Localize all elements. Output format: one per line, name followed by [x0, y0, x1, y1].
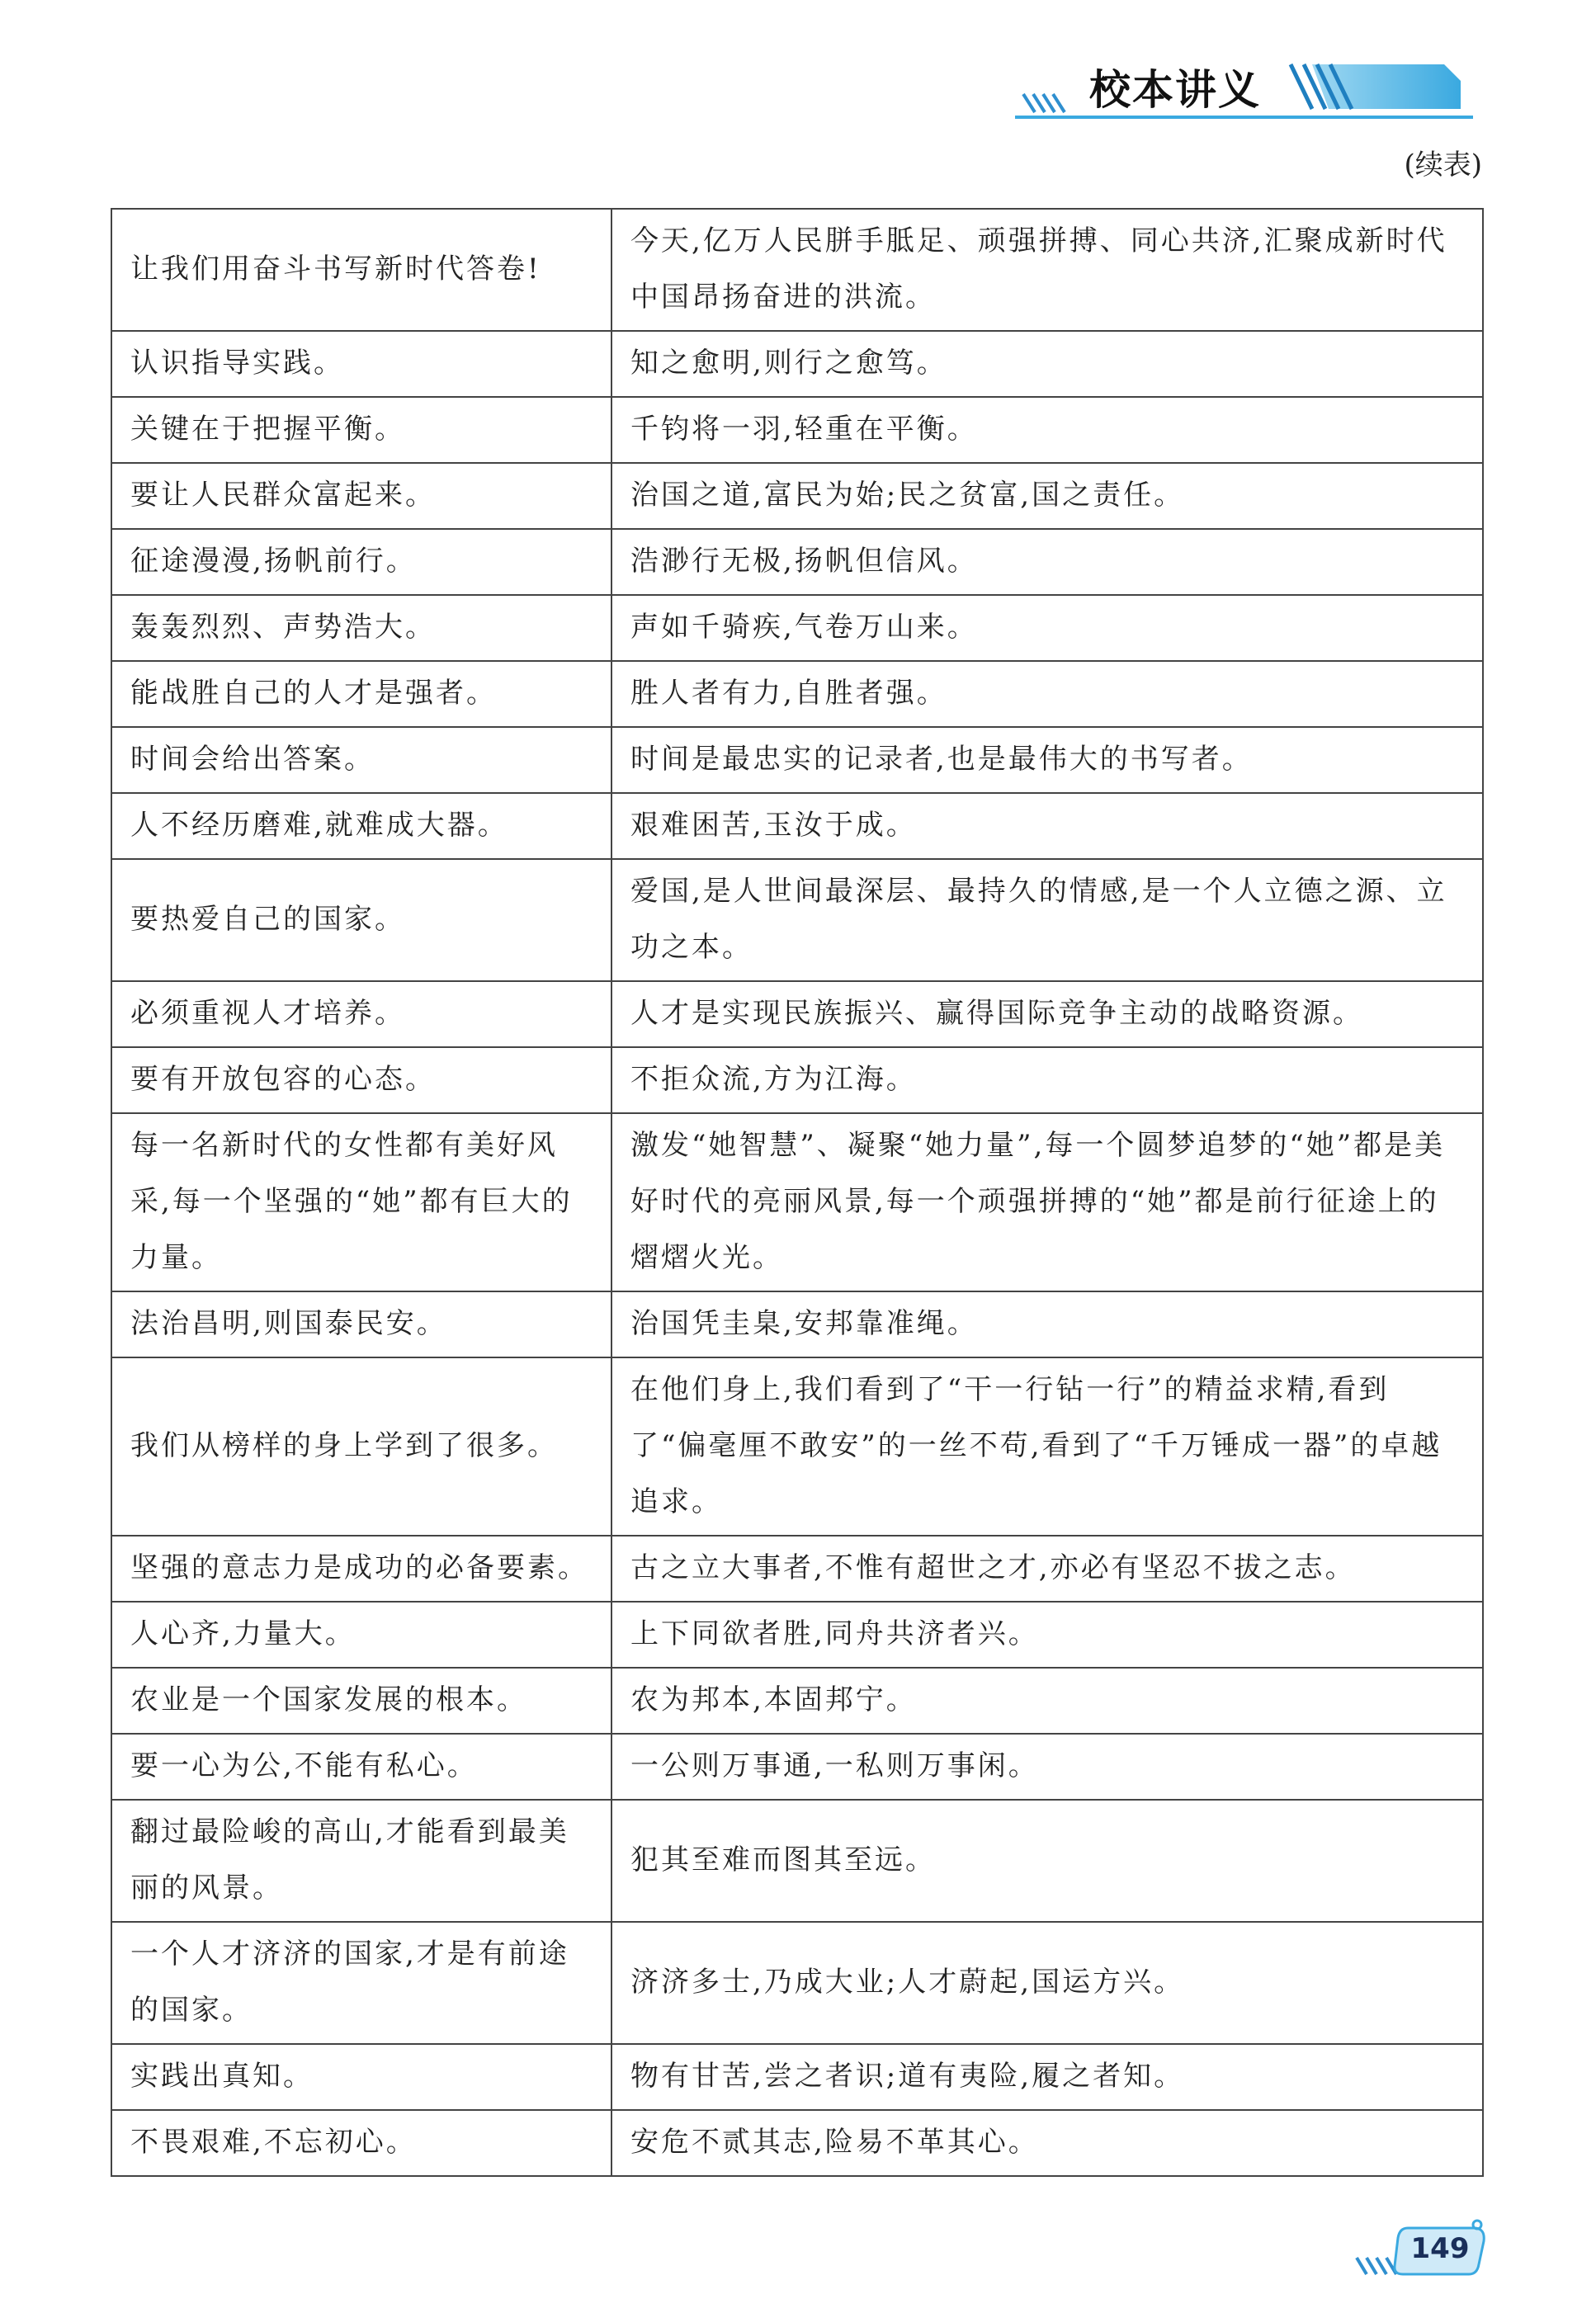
table-cell-quote: 今天,亿万人民胼手胝足、顽强拼搏、同心共济,汇聚成新时代中国昂扬奋进的洪流。	[611, 209, 1483, 331]
table-cell-sentence: 必须重视人才培养。	[111, 981, 611, 1047]
table-cell-sentence: 时间会给出答案。	[111, 727, 611, 793]
table-row	[111, 2110, 1483, 2176]
table-row	[111, 331, 1483, 397]
table-cell-quote: 安危不贰其志,险易不革其心。	[611, 2110, 1483, 2176]
table-row	[111, 1291, 1483, 1357]
table-cell-quote: 知之愈明,则行之愈笃。	[611, 331, 1483, 397]
table-row	[111, 1536, 1483, 1602]
table-cell-sentence: 轰轰烈烈、声势浩大。	[111, 595, 611, 661]
quote-table	[111, 208, 1484, 2177]
table-cell-sentence: 一个人才济济的国家,才是有前途的国家。	[111, 1922, 611, 2044]
table-cell-quote: 治国凭圭臬,安邦靠准绳。	[611, 1291, 1483, 1357]
header-banner	[1015, 58, 1477, 124]
table-cell-quote: 千钧将一羽,轻重在平衡。	[611, 397, 1483, 463]
table-cell-sentence: 认识指导实践。	[111, 331, 611, 397]
table-cell-quote: 古之立大事者,不惟有超世之才,亦必有坚忍不拔之志。	[611, 1536, 1483, 1602]
table-row	[111, 1113, 1483, 1291]
table-cell-sentence: 要一心为公,不能有私心。	[111, 1734, 611, 1800]
table-row	[111, 859, 1483, 981]
table-cell-quote: 浩渺行无极,扬帆但信风。	[611, 529, 1483, 595]
page-title: 校本讲义	[1089, 66, 1261, 114]
table-cell-sentence: 让我们用奋斗书写新时代答卷!	[111, 209, 611, 331]
table-cell-quote: 治国之道,富民为始;民之贫富,国之责任。	[611, 463, 1483, 529]
table-cell-quote: 在他们身上,我们看到了“干一行钻一行”的精益求精,看到了“偏毫厘不敢安”的一丝不苟,看到了“千万锤成一器”的卓越追求。	[611, 1357, 1483, 1536]
table-cell-sentence: 要有开放包容的心态。	[111, 1047, 611, 1113]
table-cell-sentence: 人心齐,力量大。	[111, 1602, 611, 1668]
table-cell-quote: 济济多士,乃成大业;人才蔚起,国运方兴。	[611, 1922, 1483, 2044]
table-row	[111, 1922, 1483, 2044]
table-row	[111, 529, 1483, 595]
table-row	[111, 2044, 1483, 2110]
table-cell-sentence: 翻过最险峻的高山,才能看到最美丽的风景。	[111, 1800, 611, 1922]
continued-label: (续表)	[1404, 149, 1482, 182]
table-cell-sentence: 法治昌明,则国泰民安。	[111, 1291, 611, 1357]
table-cell-sentence: 坚强的意志力是成功的必备要素。	[111, 1536, 611, 1602]
table-cell-quote: 声如千骑疾,气卷万山来。	[611, 595, 1483, 661]
table-cell-sentence: 不畏艰难,不忘初心。	[111, 2110, 611, 2176]
table-cell-sentence: 征途漫漫,扬帆前行。	[111, 529, 611, 595]
table-cell-quote: 物有甘苦,尝之者识;道有夷险,履之者知。	[611, 2044, 1483, 2110]
page-number: 149	[1410, 2232, 1470, 2265]
table-row	[111, 1668, 1483, 1734]
table-cell-sentence: 我们从榜样的身上学到了很多。	[111, 1357, 611, 1536]
table-row	[111, 595, 1483, 661]
table-row	[111, 1800, 1483, 1922]
table-row	[111, 1602, 1483, 1668]
table-row	[111, 1047, 1483, 1113]
table-cell-sentence: 农业是一个国家发展的根本。	[111, 1668, 611, 1734]
table-cell-sentence: 实践出真知。	[111, 2044, 611, 2110]
table-cell-sentence: 关键在于把握平衡。	[111, 397, 611, 463]
table-cell-quote: 艰难困苦,玉汝于成。	[611, 793, 1483, 859]
table-cell-sentence: 要热爱自己的国家。	[111, 859, 611, 981]
table-cell-quote: 农为邦本,本固邦宁。	[611, 1668, 1483, 1734]
table-row	[111, 397, 1483, 463]
table-row	[111, 727, 1483, 793]
table-cell-quote: 时间是最忠实的记录者,也是最伟大的书写者。	[611, 727, 1483, 793]
table-cell-quote: 胜人者有力,自胜者强。	[611, 661, 1483, 727]
table-cell-sentence: 要让人民群众富起来。	[111, 463, 611, 529]
table-cell-sentence: 人不经历磨难,就难成大器。	[111, 793, 611, 859]
table-row	[111, 661, 1483, 727]
table-row	[111, 793, 1483, 859]
table-row	[111, 209, 1483, 331]
table-cell-quote: 人才是实现民族振兴、赢得国际竞争主动的战略资源。	[611, 981, 1483, 1047]
table-cell-quote: 犯其至难而图其至远。	[611, 1800, 1483, 1922]
table-row	[111, 463, 1483, 529]
table-cell-quote: 不拒众流,方为江海。	[611, 1047, 1483, 1113]
page-number-badge	[1353, 2216, 1485, 2282]
table-cell-quote: 激发“她智慧”、凝聚“她力量”,每一个圆梦追梦的“她”都是美好时代的亮丽风景,每一个顽强拼搏的“她”都是前行征途上的熠熠火光。	[611, 1113, 1483, 1291]
table-cell-sentence: 每一名新时代的女性都有美好风采,每一个坚强的“她”都有巨大的力量。	[111, 1113, 611, 1291]
table-row	[111, 981, 1483, 1047]
table-row	[111, 1734, 1483, 1800]
table-row	[111, 1357, 1483, 1536]
table-cell-sentence: 能战胜自己的人才是强者。	[111, 661, 611, 727]
table-cell-quote: 上下同欲者胜,同舟共济者兴。	[611, 1602, 1483, 1668]
table-cell-quote: 一公则万事通,一私则万事闲。	[611, 1734, 1483, 1800]
table-cell-quote: 爱国,是人世间最深层、最持久的情感,是一个人立德之源、立功之本。	[611, 859, 1483, 981]
